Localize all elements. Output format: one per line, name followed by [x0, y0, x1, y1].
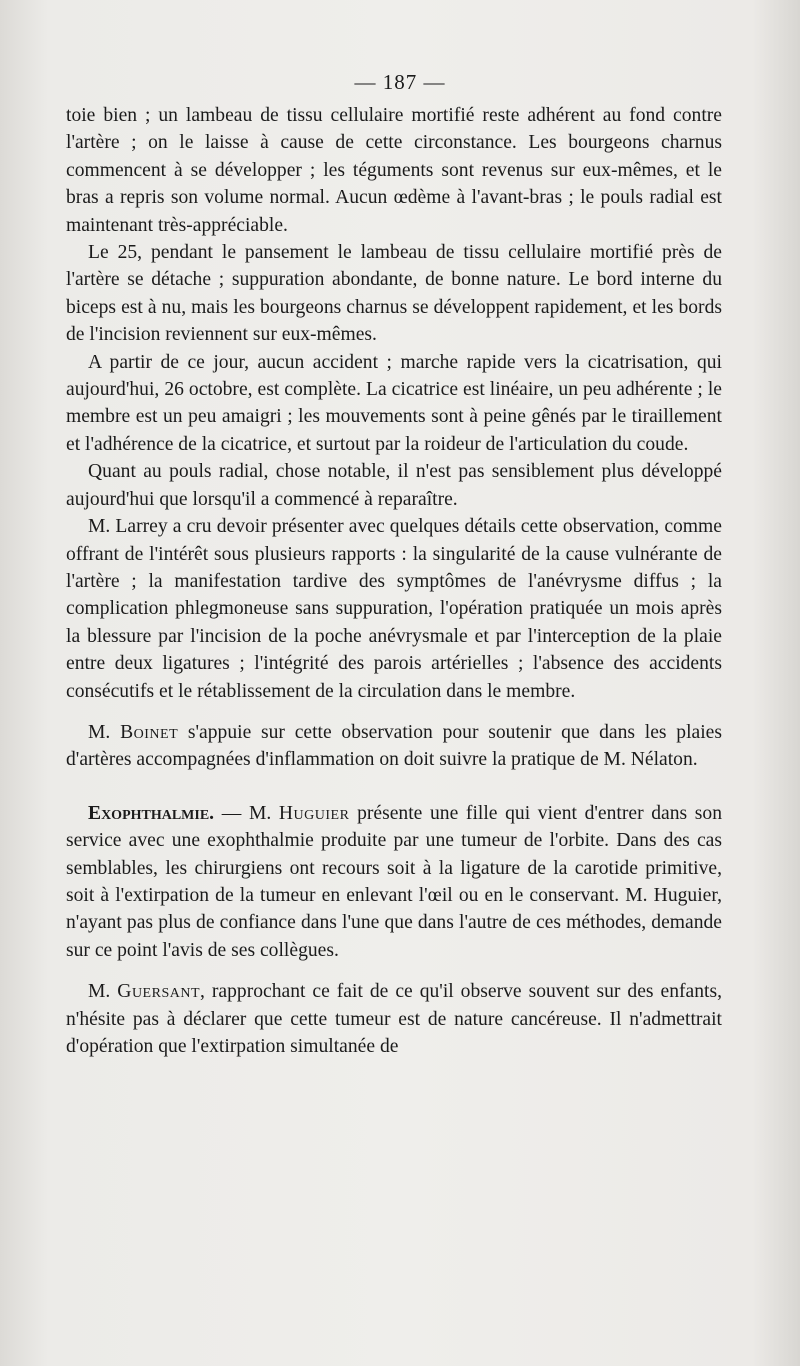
- speaker-name: Boinet: [120, 721, 179, 743]
- paragraph-text: s'appuie sur cette observation pour soutenir que dans les plaies d'artères accompagnées d'inflammation on doit suivre la pratique de M. Nélaton.: [66, 721, 722, 771]
- paragraph-continuation: toie bien ; un lambeau de tissu cellulaire mortifié reste adhérent au fond contre l'artère ; on le laisse à cause de cette circonstance. Les bourgeons charnus commencent à se développer ; les téguments sont revenus sur eux-mêmes, et le bras a repris son volume normal. Aucun œdème à l'avant-bras ; le pouls radial est maintenant très-appréciable.: [66, 105, 722, 236]
- paragraph: A partir de ce jour, aucun accident ; marche rapide vers la cicatrisation, qui aujourd'hui, 26 octobre, est complète. La cicatrice est linéaire, un peu adhérente ; le membre est un peu amaigri ; les mouvements sont à peine gênés par le tiraillement et l'adhérence de la cicatrice, et surtout par la roideur de l'articulation du coude.: [66, 351, 722, 455]
- paragraph-text: présente une fille qui vient d'entrer dans son service avec une exophthalmie produite par une tumeur de l'orbite. Dans des cas semblables, les chirurgiens ont recours soit à la ligature de la carotide primitive, soit à l'extirpation de la tumeur en enlevant l'œil ou en le conservant. M. Huguier, n'ayant pas plus de confiance dans l'une que dans l'autre de ces méthodes, demande sur ce point l'avis de ses collègues.: [66, 802, 722, 961]
- paragraph-exophthalmie: [66, 800, 722, 964]
- paragraph: M. Larrey a cru devoir présenter avec quelques détails cette observation, comme offrant de l'intérêt sous plusieurs rapports : la singularité de la cause vulnérante de l'artère ; la manifestation tardive des symptômes de l'anévrysme diffus ; la complication phlegmoneuse sans suppuration, l'opération pratiquée un mois après la blessure par l'incision de la poche anévrysmale et par l'interception de la plaie entre deux ligatures ; l'intégrité des parois artérielles ; l'absence des accidents consécutifs et le rétablissement de la circulation dans le membre.: [66, 516, 722, 702]
- paragraph-boinet: [66, 719, 722, 774]
- page-number: — 187 —: [354, 70, 446, 94]
- speaker-prefix: M.: [88, 981, 118, 1003]
- speaker-prefix: M.: [88, 721, 121, 743]
- body-text: [66, 102, 722, 1060]
- paragraph-text: , rapprochant ce fait de ce qu'il observe souvent sur des enfants, n'hésite pas à déclarer que cette tumeur est de nature cancéreuse. Il n'admettrait d'opération que l'extirpation simultanée de: [66, 981, 722, 1057]
- speaker-prefix: — M.: [214, 802, 279, 824]
- section-heading: Exophthalmie.: [88, 802, 215, 824]
- speaker-name: Guersant: [117, 981, 201, 1003]
- speaker-name: Huguier: [278, 802, 350, 824]
- paragraph-guersant: [66, 978, 722, 1060]
- paragraph: Quant au pouls radial, chose notable, il n'est pas sensiblement plus développé aujourd'hui que lorsqu'il a commencé à reparaître.: [66, 461, 722, 510]
- paragraph: Le 25, pendant le pansement le lambeau de tissu cellulaire mortifié près de l'artère se détache ; suppuration abondante, de bonne nature. Le bord interne du biceps est à nu, mais les bourgeons charnus se développent rapidement, et les bords de l'incision reviennent sur eux-mêmes.: [66, 242, 722, 346]
